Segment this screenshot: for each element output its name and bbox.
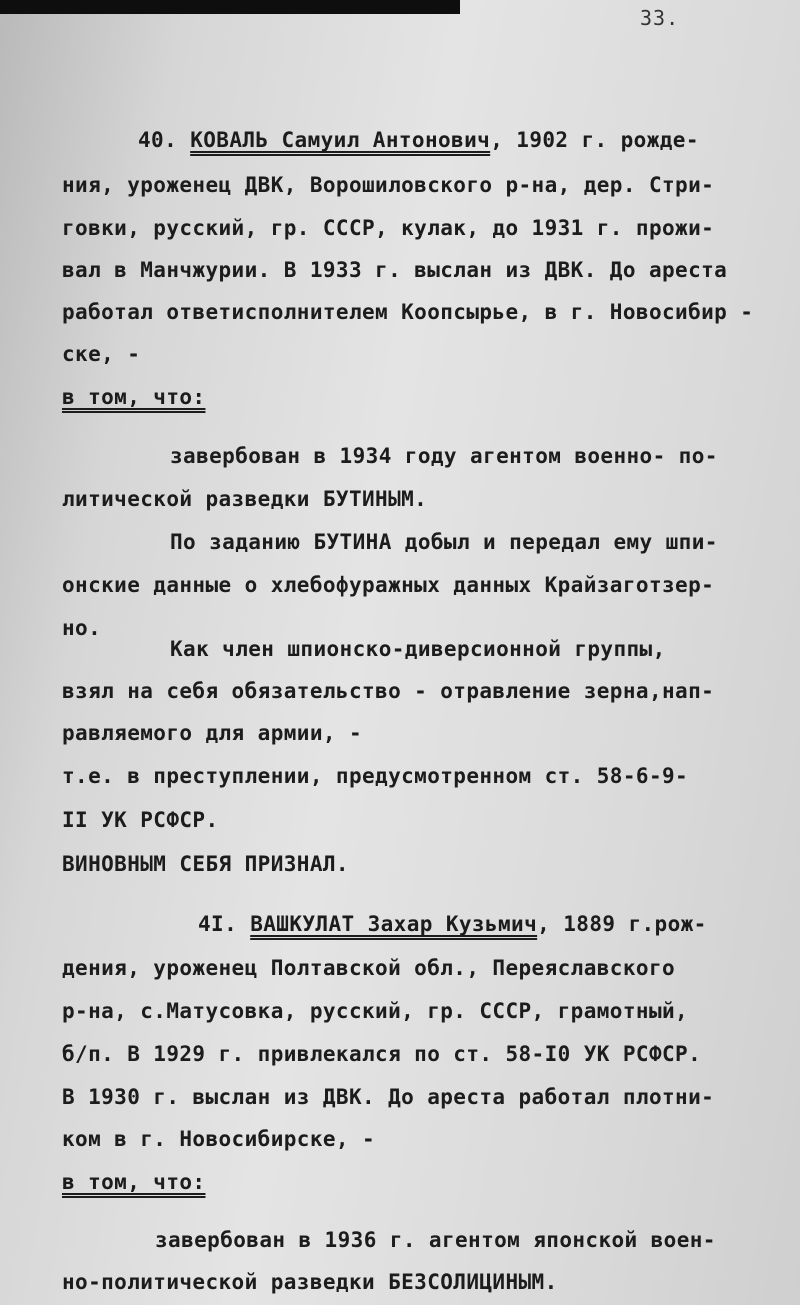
entry-40-line: ске, -: [62, 342, 141, 366]
entry-41-line: б/п. В 1929 г. привлекался по ст. 58-I0 УК РСФСР.: [62, 1042, 702, 1066]
entry-41-line: р-на, с.Матусовка, русский, гр. СССР, грамотный,: [62, 999, 689, 1023]
entry-40-charge-line: По заданию БУТИНА добыл и передал ему шпи-: [170, 530, 718, 554]
entry-40-charge-line: но.: [62, 616, 102, 640]
entry-41-charge-heading: в том, что:: [62, 1170, 206, 1194]
entry-41-line: ком в г. Новосибирске, -: [62, 1127, 376, 1151]
entry-40-charge-line: онские данные о хлебофуражных данных Крайзаготзер-: [62, 573, 715, 597]
page-number: 33.: [640, 6, 680, 30]
entry-40-line: говки, русский, гр. СССР, кулак, до 1931 г. прожи-: [62, 216, 715, 240]
entry-40-charge-line: взял на себя обязательство - отравление зерна,нап-: [62, 679, 715, 703]
entry-40-heading-rest: , 1902 г. рожде-: [490, 128, 699, 152]
entry-40-charge-line: Как член шпионско-диверсионной группы,: [170, 637, 666, 661]
entry-41-number: 4I.: [198, 912, 238, 936]
entry-40-verdict: ВИНОВНЫМ СЕБЯ ПРИЗНАЛ.: [62, 852, 349, 876]
entry-40-charge-heading: в том, что:: [62, 385, 206, 409]
entry-41-line: дения, уроженец Полтавской обл., Переяславского: [62, 956, 676, 980]
entry-40-charge-line: завербован в 1934 году агентом военно- по-: [170, 444, 718, 468]
entry-40-charge-line: литической разведки БУТИНЫМ.: [62, 487, 428, 511]
scan-edge: [0, 0, 460, 14]
entry-40-line: вал в Манчжурии. В 1933 г. выслан из ДВК. До ареста: [62, 258, 728, 282]
entry-40-number: 40.: [138, 128, 178, 152]
entry-40-charge-line: равляемого для армии, -: [62, 721, 362, 745]
entry-40-line: ния, уроженец ДВК, Ворошиловского р-на, дер. Стри-: [62, 173, 715, 197]
entry-40-charge-line: II УК РСФСР.: [62, 808, 219, 832]
entry-41-heading-rest: , 1889 г.рож-: [537, 912, 707, 936]
entry-41-line: В 1930 г. выслан из ДВК. До ареста работал плотни-: [62, 1085, 715, 1109]
entry-40-charge-line: т.е. в преступлении, предусмотренном ст. 58-6-9-: [62, 764, 689, 788]
entry-41-charge-line: но-политической разведки БЕЗСОЛИЦИНЫМ.: [62, 1270, 558, 1294]
entry-40-heading: [138, 128, 699, 152]
entry-41-name: ВАШКУЛАТ Захар Кузьмич: [250, 912, 538, 936]
entry-40-name: КОВАЛЬ Самуил Антонович: [190, 128, 491, 152]
entry-41-heading: [198, 912, 707, 936]
entry-41-charge-line: завербован в 1936 г. агентом японской воен-: [155, 1228, 716, 1252]
entry-40-line: работал ответисполнителем Коопсырье, в г. Новосибир -: [62, 300, 754, 324]
